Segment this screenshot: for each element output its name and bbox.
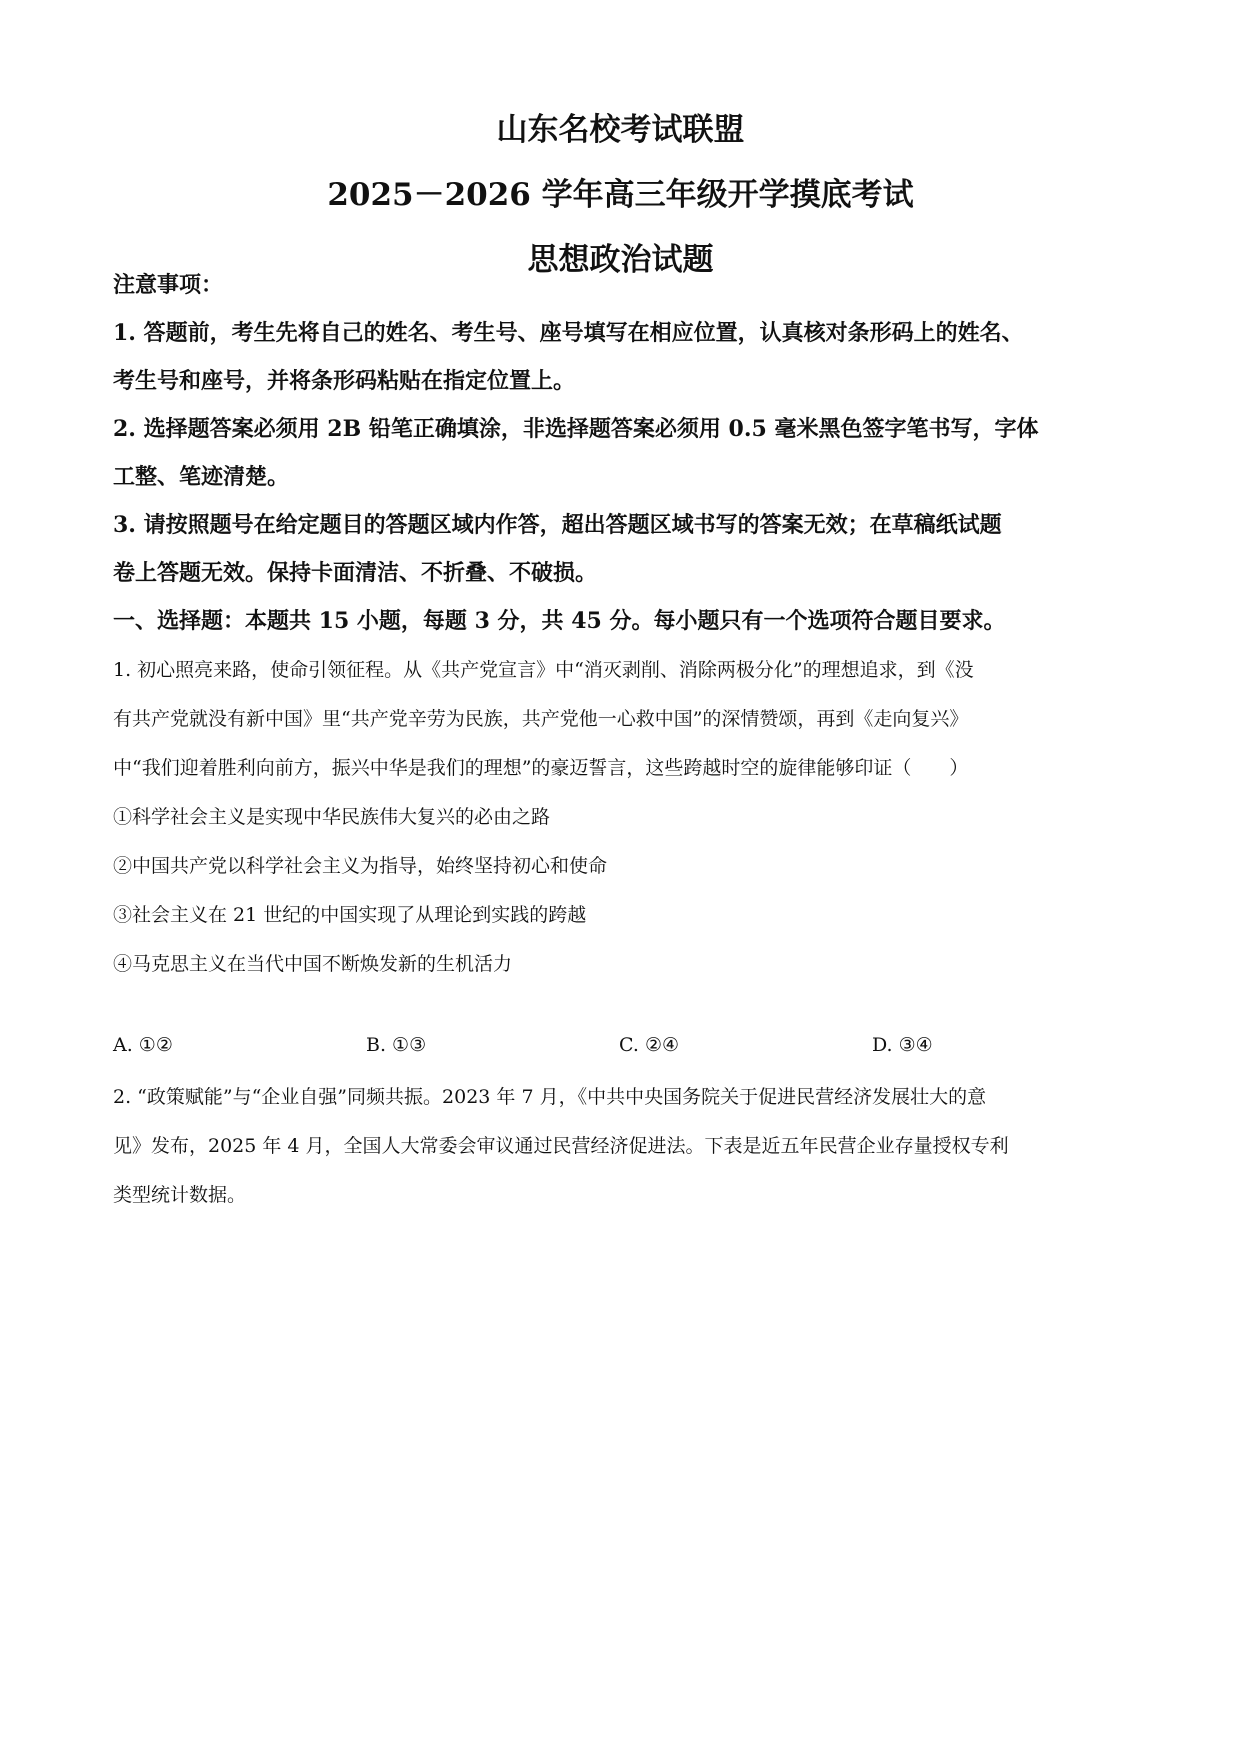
notice-line: 卷上答题无效。保持卡面清洁、不折叠、不破损。 <box>113 560 598 586</box>
notice-line: 1. 答题前，考生先将自己的姓名、考生号、座号填写在相应位置，认真核对条形码上的姓名、 <box>113 320 1024 346</box>
question-1-stem: 1. 初心照亮来路，使命引领征程。从《共产党宣言》中“消灭剥削、消除两极分化”的理想追求，到《没 <box>113 659 974 681</box>
notice-line: 工整、笔迹清楚。 <box>113 464 290 490</box>
option-b: B. ①③ <box>366 1034 427 1056</box>
notice-heading: 注意事项： <box>113 272 224 298</box>
question-1-options <box>113 1031 1133 1059</box>
notice-line: 考生号和座号，并将条形码粘贴在指定位置上。 <box>113 368 576 394</box>
option-d: D. ③④ <box>872 1034 933 1056</box>
question-2-stem: 类型统计数据。 <box>113 1184 247 1206</box>
subject-title: 思想政治试题 <box>527 242 714 278</box>
exam-name-title: 2025－2026 学年高三年级开学摸底考试 <box>327 177 914 213</box>
exam-alliance-title: 山东名校考试联盟 <box>496 112 745 148</box>
section-heading: 一、选择题：本题共 15 小题，每题 3 分，共 45 分。每小题只有一个选项符合题目要求。 <box>113 608 1006 634</box>
question-1-statement: ③社会主义在 21 世纪的中国实现了从理论到实践的跨越 <box>113 904 587 926</box>
notice-line: 2. 选择题答案必须用 2B 铅笔正确填涂，非选择题答案必须用 0.5 毫米黑色签字笔书写，字体 <box>113 416 1039 442</box>
question-2-stem: 见》发布，2025 年 4 月，全国人大常委会审议通过民营经济促进法。下表是近五年民营企业存量授权专利 <box>113 1135 1009 1157</box>
notice-line: 3. 请按照题号在给定题目的答题区域内作答，超出答题区域书写的答案无效；在草稿纸试题 <box>113 512 1002 538</box>
question-1-stem: 中“我们迎着胜利向前方，振兴中华是我们的理想”的豪迈誓言，这些跨越时空的旋律能够印证（ ） <box>113 757 969 779</box>
question-1-statement: ①科学社会主义是实现中华民族伟大复兴的必由之路 <box>113 806 551 828</box>
question-2-stem: 2. “政策赋能”与“企业自强”同频共振。2023 年 7 月，《中共中央国务院关于促进民营经济发展壮大的意 <box>113 1086 987 1108</box>
question-1-statement: ②中国共产党以科学社会主义为指导，始终坚持初心和使命 <box>113 855 608 877</box>
question-1-statement: ④马克思主义在当代中国不断焕发新的生机活力 <box>113 953 513 975</box>
option-a: A. ①② <box>113 1034 173 1056</box>
question-1-stem: 有共产党就没有新中国》里“共产党辛劳为民族，共产党他一心救中国”的深情赞颂，再到《走向复兴》 <box>113 708 969 730</box>
option-c: C. ②④ <box>619 1034 680 1056</box>
